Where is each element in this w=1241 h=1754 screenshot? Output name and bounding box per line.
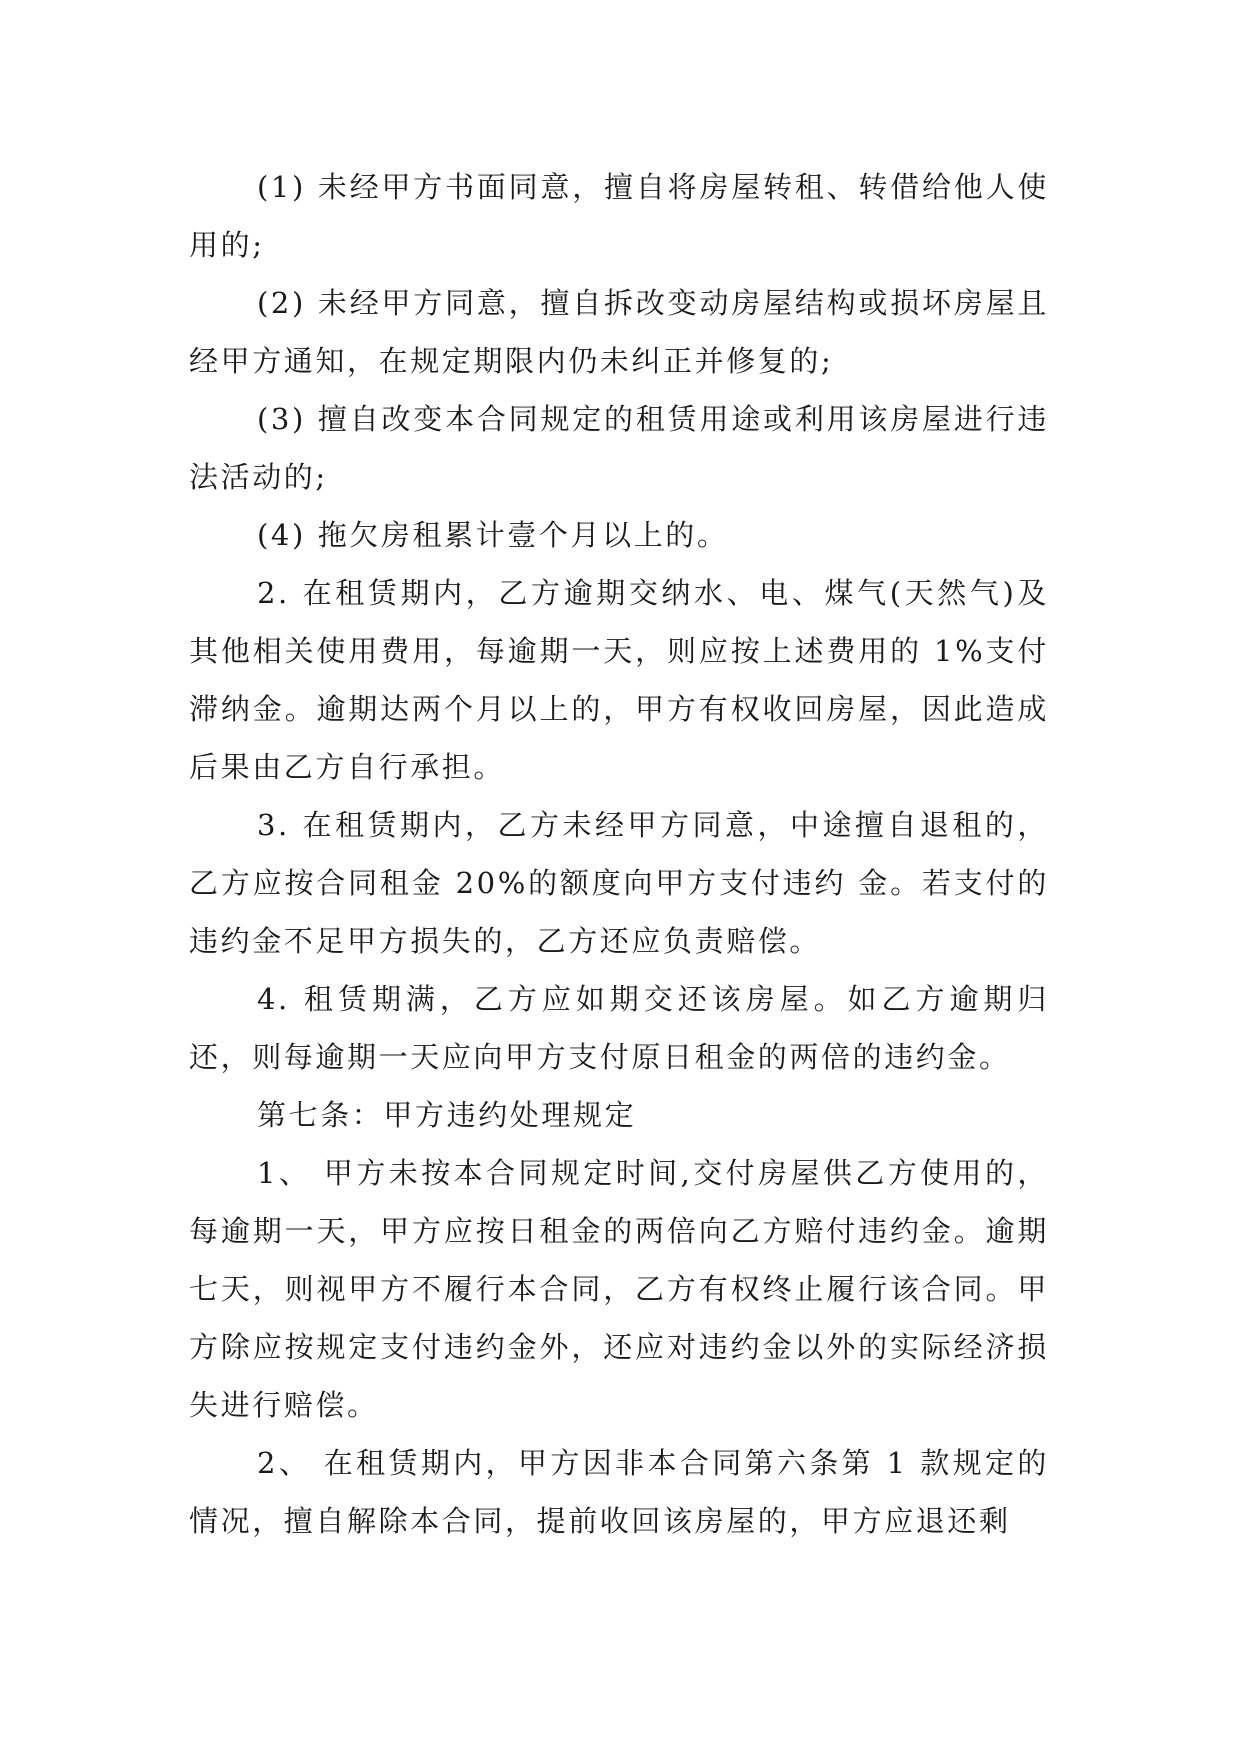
clause-paragraph-2: 2. 在租赁期内，乙方逾期交纳水、电、煤气(天然气)及其他相关使用费用，每逾期一天，则应按上述费用的 1%支付滞纳金。逾期达两个月以上的，甲方有权收回房屋，因此造成后果由乙方自行承担。 (189, 576, 1049, 784)
clause-paragraph-3: 3. 在租赁期内，乙方未经甲方同意，中途擅自退租的，乙方应按合同租金 20%的额度向甲方支付违约 金。若支付的违约金不足甲方损失的，乙方还应负责赔偿。 (189, 808, 1049, 958)
article-seven-heading: 第七条：甲方违约处理规定 (257, 1098, 637, 1132)
clause-paragraph-4: 4. 租赁期满，乙方应如期交还该房屋。如乙方逾期归还，则每逾期一天应向甲方支付原日租金的两倍的违约金。 (189, 982, 1049, 1074)
clause-item-4: (4) 拖欠房租累计壹个月以上的。 (257, 518, 729, 552)
article-seven-clause-1: 1、 甲方未按本合同规定时间,交付房屋供乙方使用的，每逾期一天，甲方应按日租金的两倍向乙方赔付违约金。逾期七天，则视甲方不履行本合同，乙方有权终止履行该合同。甲方除应按规定支付违约金外，还应对违约金以外的实际经济损失进行赔偿。 (189, 1156, 1049, 1422)
clause-item-2: (2) 未经甲方同意，擅自拆改变动房屋结构或损坏房屋且经甲方通知，在规定期限内仍未纠正并修复的; (189, 286, 1049, 378)
clause-item-3: (3) 擅自改变本合同规定的租赁用途或利用该房屋进行违法活动的; (189, 402, 1049, 494)
article-seven-clause-2: 2、 在租赁期内，甲方因非本合同第六条第 1 款规定的情况，擅自解除本合同，提前收回该房屋的，甲方应退还剩 (189, 1446, 1049, 1538)
document-body (189, 158, 1049, 1550)
clause-item-1: (1) 未经甲方书面同意，擅自将房屋转租、转借给他人使用的; (189, 170, 1049, 262)
